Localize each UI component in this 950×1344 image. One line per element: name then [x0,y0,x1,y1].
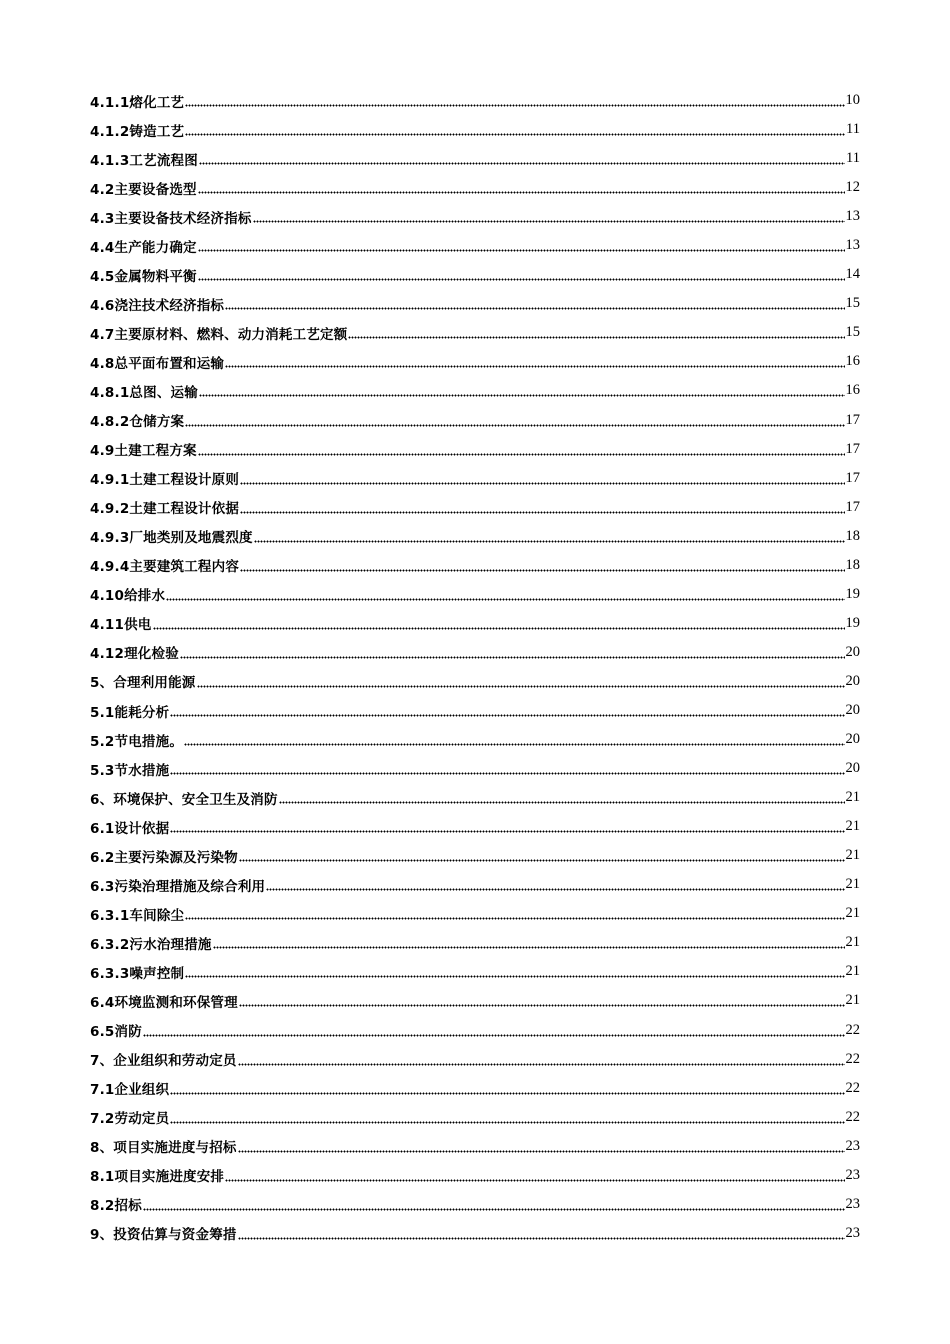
toc-entry-title: 7.2劳动定员 [90,1111,170,1128]
toc-entry[interactable] [90,696,860,725]
toc-entry-page-number: 20 [845,672,860,689]
toc-entry-title: 4.10给排水 [90,588,166,605]
toc-entry-page-number: 15 [845,324,860,341]
dot-leader [238,1063,845,1066]
dot-leader [185,975,844,978]
toc-entry-title: 4.2主要设备选型 [90,181,197,198]
toc-entry[interactable] [90,1016,860,1045]
toc-entry[interactable] [90,1045,860,1074]
dot-leader [143,1034,845,1037]
toc-entry-page-number: 23 [845,1224,860,1241]
toc-entry-page-number: 21 [845,876,860,893]
toc-entry[interactable] [90,289,860,318]
dot-leader [166,598,844,601]
dot-leader [253,220,845,223]
dot-leader [266,888,844,891]
toc-entry[interactable] [90,493,860,522]
toc-entry[interactable] [90,580,860,609]
toc-entry[interactable] [90,783,860,812]
toc-entry-title: 5.1能耗分析 [90,704,170,721]
toc-entry-page-number: 12 [845,179,860,196]
toc-entry-title: 7、企业组织和劳动定员 [90,1053,237,1070]
toc-entry-title: 4.9.2土建工程设计依据 [90,501,240,518]
toc-entry-page-number: 11 [846,150,860,167]
toc-entry[interactable] [90,841,860,870]
dot-leader [213,946,845,949]
toc-entry-title: 6.1设计依据 [90,820,170,837]
dot-leader [238,1150,845,1153]
toc-entry-title: 8.1项目实施进度安排 [90,1169,225,1186]
toc-entry-title: 4.5金属物料平衡 [90,268,197,285]
toc-entry-page-number: 15 [845,295,860,312]
toc-entry-page-number: 13 [845,237,860,254]
dot-leader [143,1208,845,1211]
toc-entry-title: 5、合理利用能源 [90,675,196,692]
dot-leader [240,569,844,572]
dot-leader [185,104,844,107]
toc-entry[interactable] [90,435,860,464]
toc-entry-page-number: 20 [845,643,860,660]
toc-entry-page-number: 21 [845,963,860,980]
toc-entry-page-number: 22 [845,1050,860,1067]
toc-entry[interactable] [90,1103,860,1132]
toc-entry-title: 4.8总平面布置和运输 [90,355,225,372]
toc-entry-title: 4.8.2仓储方案 [90,414,185,431]
dot-leader [225,1179,844,1182]
dot-leader [185,917,844,920]
toc-entry-title: 5.2节电措施。 [90,733,184,750]
toc-entry[interactable] [90,464,860,493]
toc-entry-page-number: 19 [845,585,860,602]
toc-entry-title: 4.4生产能力确定 [90,239,197,256]
toc-entry[interactable] [90,376,860,405]
toc-entry[interactable] [90,144,860,173]
toc-entry-title: 5.3节水措施 [90,762,170,779]
toc-entry-title: 4.7主要原材料、燃料、动力消耗工艺定额 [90,326,348,343]
dot-leader [170,830,844,833]
toc-entry[interactable] [90,318,860,347]
dot-leader [240,482,844,485]
dot-leader [348,336,844,339]
dot-leader [225,307,844,310]
toc-entry-title: 8.2招标 [90,1198,142,1215]
toc-entry-page-number: 20 [845,731,860,748]
toc-entry-page-number: 23 [845,1166,860,1183]
toc-entry[interactable] [90,347,860,376]
toc-entry[interactable] [90,406,860,435]
toc-entry[interactable] [90,899,860,928]
dot-leader [198,249,845,252]
dot-leader [198,278,845,281]
toc-entry-page-number: 23 [845,1195,860,1212]
toc-entry-title: 6.3.2污水治理措施 [90,936,212,953]
toc-entry-title: 9、投资估算与资金筹措 [90,1227,237,1244]
toc-entry-page-number: 17 [845,411,860,428]
toc-entry-page-number: 21 [845,847,860,864]
toc-entry[interactable] [90,870,860,899]
dot-leader [170,772,844,775]
toc-entry-page-number: 21 [845,992,860,1009]
toc-entry[interactable] [90,986,860,1015]
toc-entry[interactable] [90,173,860,202]
toc-entry[interactable] [90,115,860,144]
table-of-contents [90,86,860,1248]
dot-leader [254,540,845,543]
toc-entry-title: 4.9.4主要建筑工程内容 [90,559,240,576]
toc-entry-page-number: 10 [845,92,860,109]
toc-entry[interactable] [90,1074,860,1103]
toc-entry[interactable] [90,638,860,667]
dot-leader [153,627,845,630]
dot-leader [185,424,844,427]
toc-entry-page-number: 18 [845,556,860,573]
dot-leader [185,133,845,136]
toc-entry-title: 4.9.1土建工程设计原则 [90,472,240,489]
toc-entry[interactable] [90,522,860,551]
dot-leader [170,1121,844,1124]
toc-entry-page-number: 20 [845,760,860,777]
toc-entry[interactable] [90,667,860,696]
toc-entry-title: 4.11供电 [90,617,152,634]
toc-entry-page-number: 21 [845,934,860,951]
toc-entry-title: 6.3.1车间除尘 [90,907,185,924]
toc-entry-page-number: 21 [845,905,860,922]
toc-entry-title: 6.5消防 [90,1024,142,1041]
toc-entry-title: 6.4环境监测和环保管理 [90,994,238,1011]
toc-entry-page-number: 14 [845,266,860,283]
toc-entry-page-number: 18 [845,527,860,544]
toc-entry-title: 4.1.1熔化工艺 [90,94,185,111]
toc-entry-page-number: 22 [845,1079,860,1096]
toc-entry[interactable] [90,957,860,986]
toc-entry-title: 4.9.3厂地类别及地震烈度 [90,530,253,547]
toc-entry-title: 8、项目实施进度与招标 [90,1140,237,1157]
dot-leader [199,162,845,165]
dot-leader [197,685,845,688]
toc-entry[interactable] [90,1132,860,1161]
toc-entry-page-number: 16 [845,353,860,370]
toc-entry-title: 4.9土建工程方案 [90,443,197,460]
toc-entry[interactable] [90,812,860,841]
dot-leader [198,191,845,194]
toc-entry-title: 4.6浇注技术经济指标 [90,297,225,314]
toc-entry-page-number: 20 [845,702,860,718]
toc-entry-page-number: 21 [845,789,860,806]
dot-leader [184,743,844,746]
toc-entry-page-number: 21 [845,818,860,835]
dot-leader [238,1237,845,1240]
dot-leader [170,714,844,717]
dot-leader [239,859,845,862]
toc-entry[interactable] [90,231,860,260]
toc-entry-title: 4.3主要设备技术经济指标 [90,210,252,227]
dot-leader [225,365,844,368]
toc-entry-page-number: 17 [845,440,860,457]
toc-entry[interactable] [90,1161,860,1190]
toc-entry-page-number: 17 [845,498,860,515]
toc-entry-page-number: 22 [845,1108,860,1125]
dot-leader [279,801,845,804]
toc-entry-title: 4.1.2铸造工艺 [90,123,185,140]
toc-entry-title: 6.2主要污染源及污染物 [90,849,238,866]
toc-entry-title: 4.1.3工艺流程图 [90,152,198,169]
toc-entry-page-number: 23 [845,1137,860,1154]
dot-leader [180,656,845,659]
toc-entry[interactable] [90,260,860,289]
toc-entry-page-number: 22 [845,1021,860,1038]
toc-entry-title: 4.8.1总图、运输 [90,384,198,401]
toc-entry[interactable] [90,86,860,115]
toc-entry[interactable] [90,754,860,783]
toc-entry-page-number: 17 [845,469,860,486]
toc-entry-page-number: 13 [845,208,860,225]
dot-leader [199,394,845,397]
dot-leader [240,511,844,514]
toc-entry-title: 4.12理化检验 [90,646,179,663]
toc-entry[interactable] [90,609,860,638]
toc-entry-title: 6.3.3噪声控制 [90,965,185,982]
toc-entry[interactable] [90,1190,860,1219]
toc-entry[interactable] [90,725,860,754]
toc-entry[interactable] [90,202,860,231]
toc-entry-title: 6.3污染治理措施及综合利用 [90,878,266,895]
toc-entry-title: 6、环境保护、安全卫生及消防 [90,791,278,808]
dot-leader [170,1092,844,1095]
toc-entry[interactable] [90,551,860,580]
toc-entry-title: 7.1企业组织 [90,1082,170,1099]
toc-entry[interactable] [90,928,860,957]
toc-entry[interactable] [90,1219,860,1248]
toc-entry-page-number: 19 [845,614,860,631]
toc-entry-page-number: 11 [846,121,860,138]
toc-entry-page-number: 16 [845,382,860,399]
dot-leader [198,453,845,456]
dot-leader [239,1004,845,1007]
